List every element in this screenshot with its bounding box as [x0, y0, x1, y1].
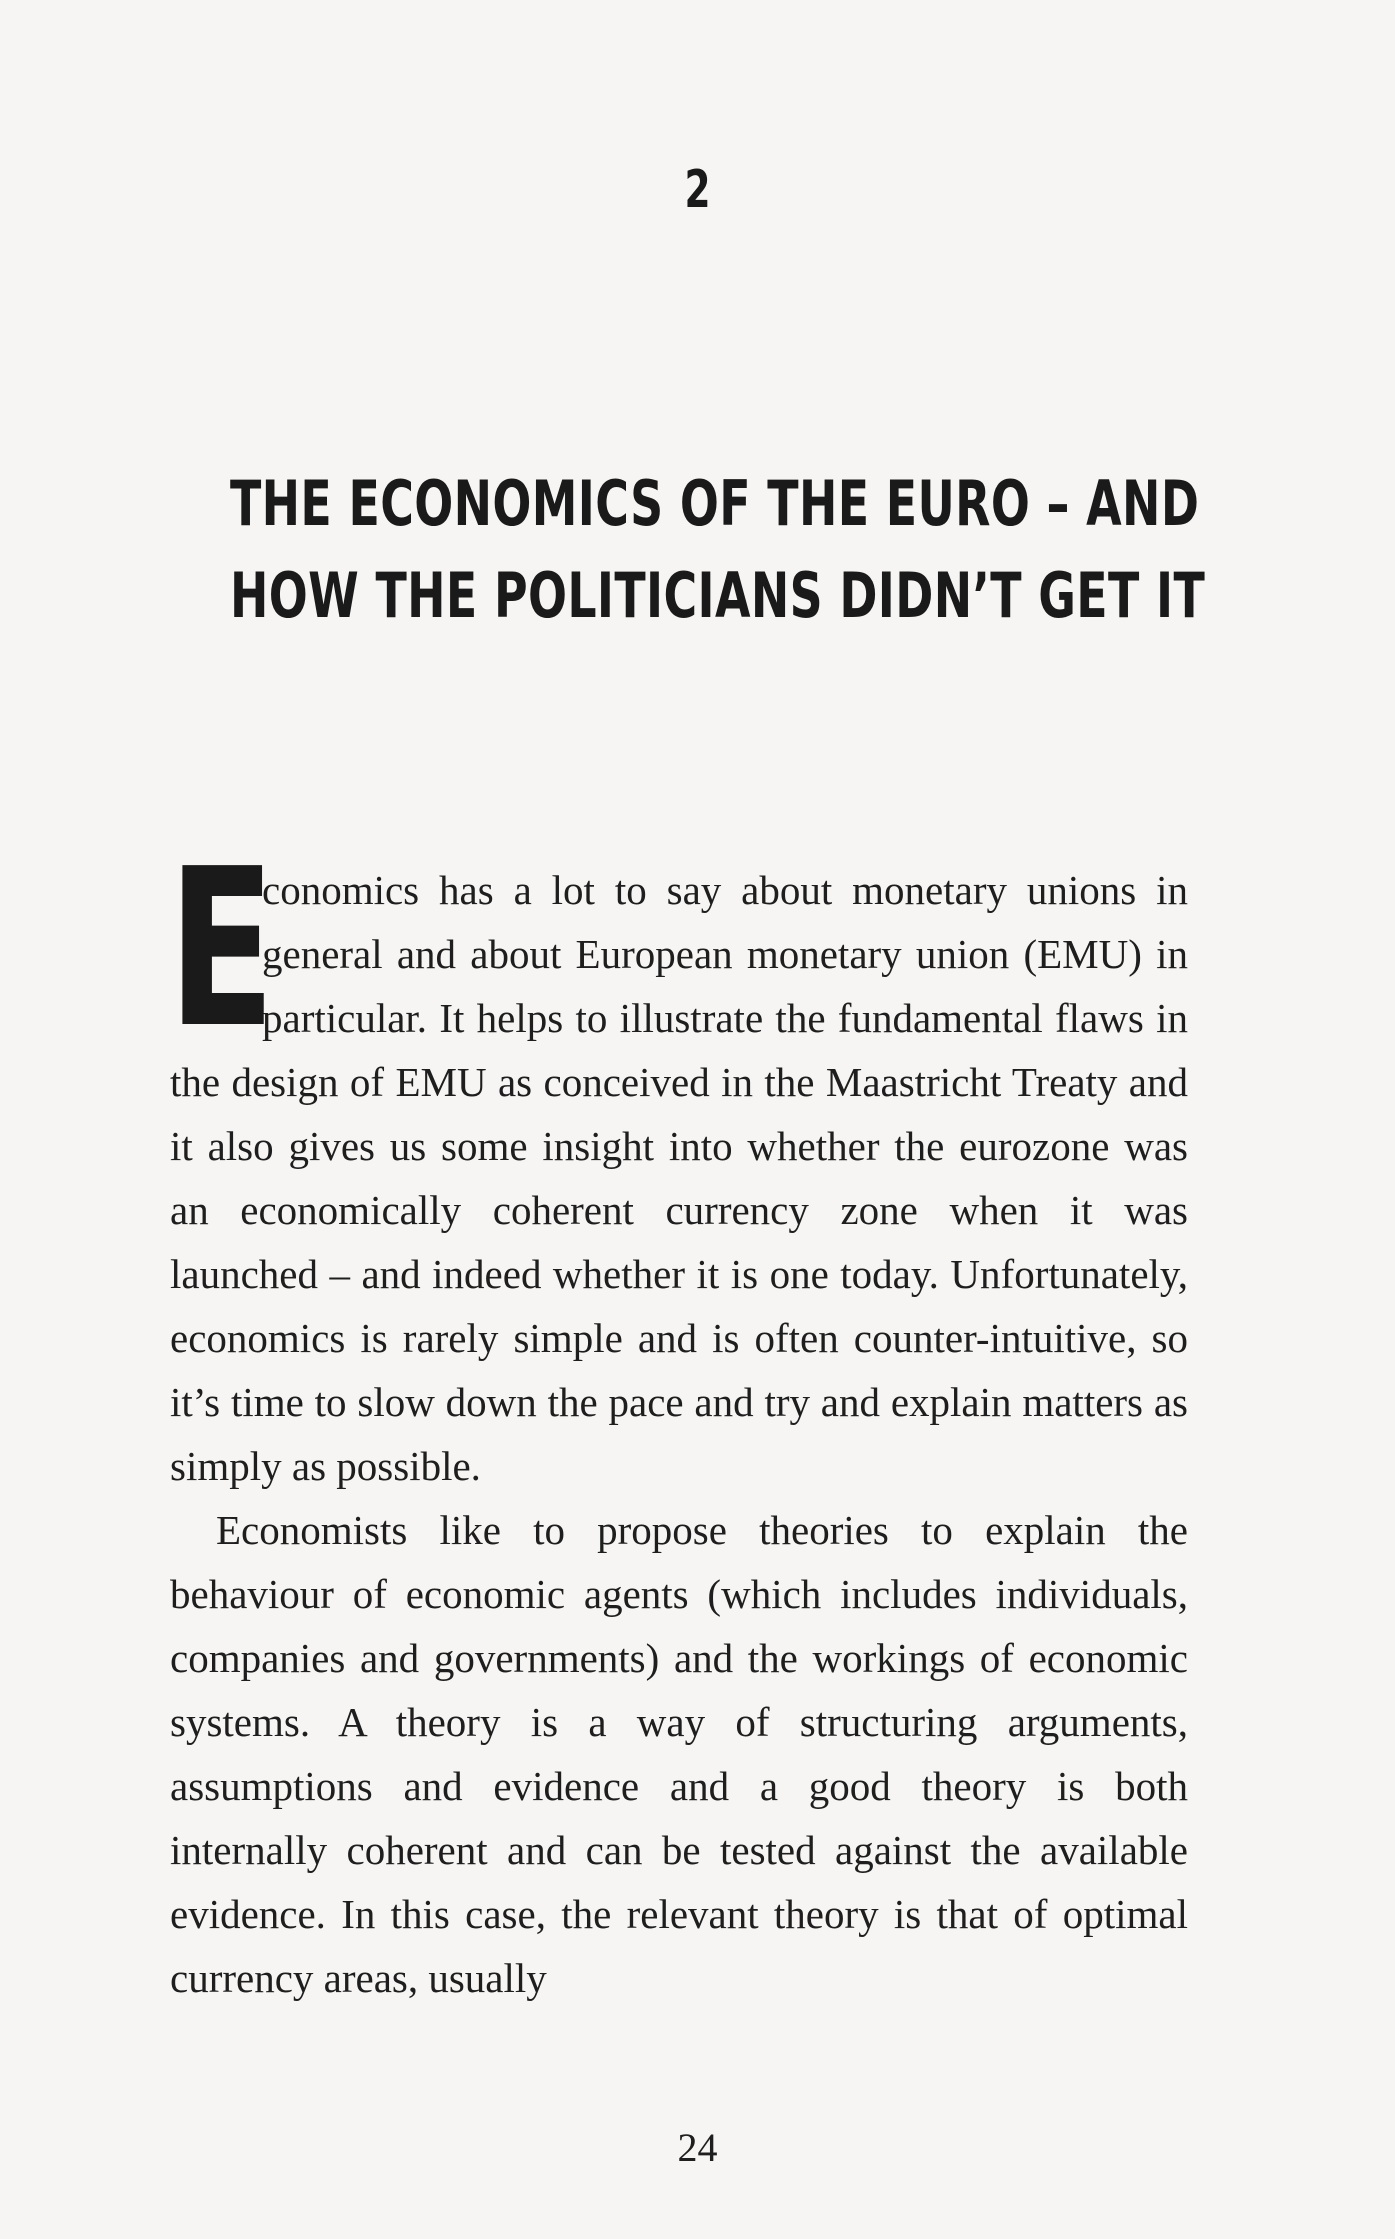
chapter-title-line-2: HOW THE POLITICIANS DIDN’T GET IT [230, 559, 1206, 632]
paragraph-2: Economists like to propose theories to explain the behaviour of economic agents (which includes individuals, companies and governments) and the workings of economic systems. A theory is a way of structuring arguments, assumptions and evidence and a good theory is both internally coherent and can be tested against the available evidence. In this case, the relevant theory is that of optimal currency areas, usually [170, 1507, 1188, 2001]
chapter-title-line-1: THE ECONOMICS OF THE EURO – AND [230, 467, 1200, 540]
drop-cap: E [168, 823, 276, 1076]
page-number: 24 [677, 2125, 718, 2170]
chapter-number: 2 [684, 160, 711, 220]
paragraph-1 [168, 823, 1188, 1498]
body-text [168, 823, 1188, 2010]
chapter-title [230, 458, 1206, 642]
paragraph-1-text: conomics has a lot to say about monetary unions in general and about European monetary union (EMU) in particular. It helps to illustrate the fundamental flaws in the design of EMU as conceived in the Maastricht Treaty and it also gives us some insight into whether the eurozone was an economically coherent currency zone when it was launched – and indeed whether it is one today. Unfortunately, economics is rarely simple and is often counter-intuitive, so it’s time to slow down the pace and try and explain matters as simply as possible. [170, 867, 1188, 1489]
